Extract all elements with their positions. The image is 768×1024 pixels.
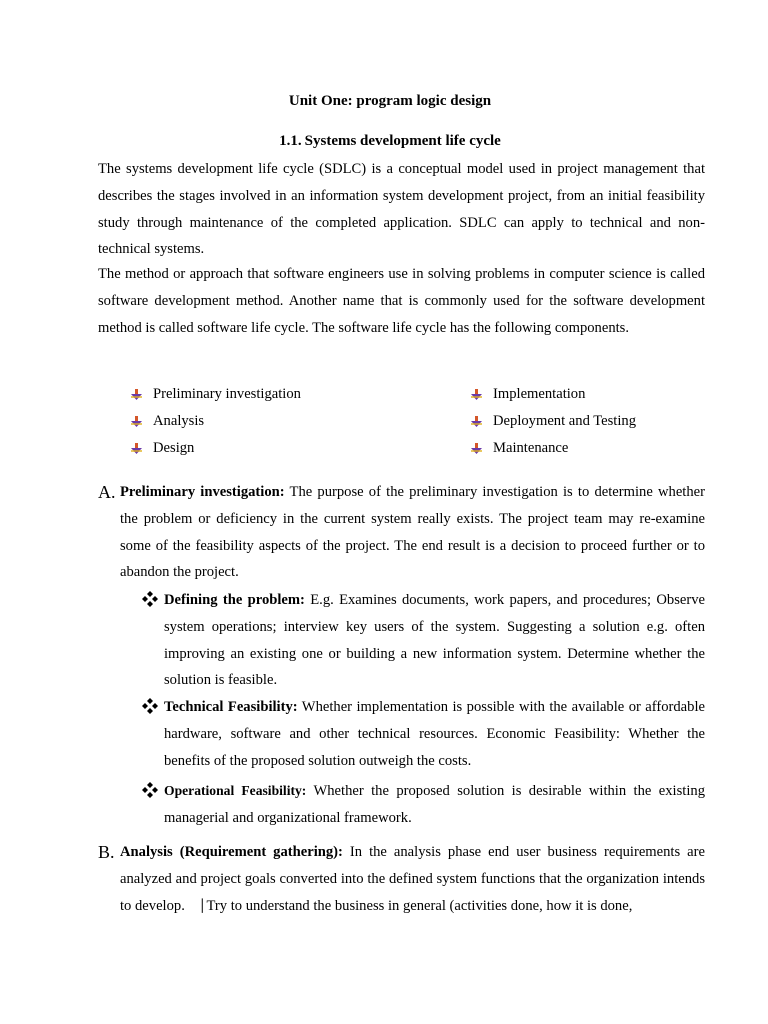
component-list-right xyxy=(470,381,636,462)
list-item xyxy=(130,381,301,408)
section-text: The purpose of the preliminary investigation is to determine whether the problem or deficiency in the current system really exists. The project team may re-examine some of the feasibility aspects of the project. The end result is a decision to proceed further or to abandon the project. xyxy=(120,484,705,581)
list-item xyxy=(470,435,636,462)
subitem-defining-problem xyxy=(142,587,705,694)
section-heading: Analysis (Requirement gathering): xyxy=(120,844,343,860)
list-item xyxy=(130,435,301,462)
arrow-bullet-icon xyxy=(470,388,483,401)
subtitle-text: Systems development life cycle xyxy=(304,133,501,149)
subitem-body xyxy=(164,778,705,832)
symbol-glyph: ⎹ xyxy=(188,897,204,914)
list-item-label: Design xyxy=(153,440,195,456)
list-item xyxy=(470,408,636,435)
list-item-label: Maintenance xyxy=(493,440,569,456)
subitem-operational-feasibility xyxy=(142,778,705,832)
subitem-text: Whether implementation is possible with the available or affordable hardware, software and other technical resources. Economic Feasibility: Whether the benefits of the proposed solution outweigh the costs. xyxy=(164,699,705,769)
section-text: In the analysis phase end user business requirements are analyzed and project goals converted into the defined system functions that the organization intends to develop. xyxy=(120,844,705,914)
paragraph-software-method: The method or approach that software engineers use in solving problems in computer science is called software development method. Another name that is commonly used for the software development method is called software life cycle. The software life cycle has the following components. xyxy=(98,266,705,336)
arrow-bullet-icon xyxy=(130,388,143,401)
section-heading: Preliminary investigation: xyxy=(120,484,285,500)
subtitle-number: 1.1. xyxy=(279,133,302,149)
section-b-analysis xyxy=(98,839,705,919)
paragraph-sdlc-intro: The systems development life cycle (SDLC) is a conceptual model used in project management that describes the stages involved in an information system development project, from an initial feasibility study through maintenance of the completed application. SDLC can apply to technical and non-technical systems. xyxy=(98,161,705,258)
four-diamond-bullet-icon xyxy=(142,782,158,798)
list-item-label: Analysis xyxy=(153,413,205,429)
subitem-heading: Operational Feasibility: xyxy=(164,783,307,798)
document-title: Unit One: program logic design xyxy=(288,93,492,109)
subitem-body xyxy=(164,587,705,694)
subitem-text: Whether the proposed solution is desirable within the existing managerial and organizational framework. xyxy=(164,783,705,826)
section-subtitle xyxy=(0,133,768,150)
subitem-technical-feasibility xyxy=(142,694,705,774)
list-item-label: Implementation xyxy=(493,386,586,402)
component-list-left xyxy=(130,381,301,462)
arrow-bullet-icon xyxy=(130,442,143,455)
arrow-bullet-icon xyxy=(470,415,483,428)
section-text-continued: Try to understand the business in general (activities done, how it is done, xyxy=(203,897,633,914)
section-body xyxy=(120,479,705,586)
four-diamond-bullet-icon xyxy=(142,698,158,714)
subitem-body xyxy=(164,694,705,774)
subitem-heading: Defining the problem: xyxy=(164,592,305,608)
list-item-label: Preliminary investigation xyxy=(153,386,301,402)
section-letter: A. xyxy=(98,482,116,502)
list-item-label: Deployment and Testing xyxy=(493,413,637,429)
arrow-bullet-icon xyxy=(470,442,483,455)
subitem-heading: Technical Feasibility: xyxy=(164,699,298,715)
list-item xyxy=(130,408,301,435)
section-letter: B. xyxy=(98,842,115,862)
four-diamond-bullet-icon xyxy=(142,591,158,607)
arrow-bullet-icon xyxy=(130,415,143,428)
subitem-text: E.g. Examines documents, work papers, and procedures; Observe system operations; interview key users of the system. Suggesting a solution e.g. often improving an existing one or building a new information system. Determine whether the solution is feasible. xyxy=(164,592,705,689)
section-body xyxy=(120,839,705,919)
section-a-preliminary-investigation xyxy=(98,479,705,586)
list-item xyxy=(470,381,636,408)
